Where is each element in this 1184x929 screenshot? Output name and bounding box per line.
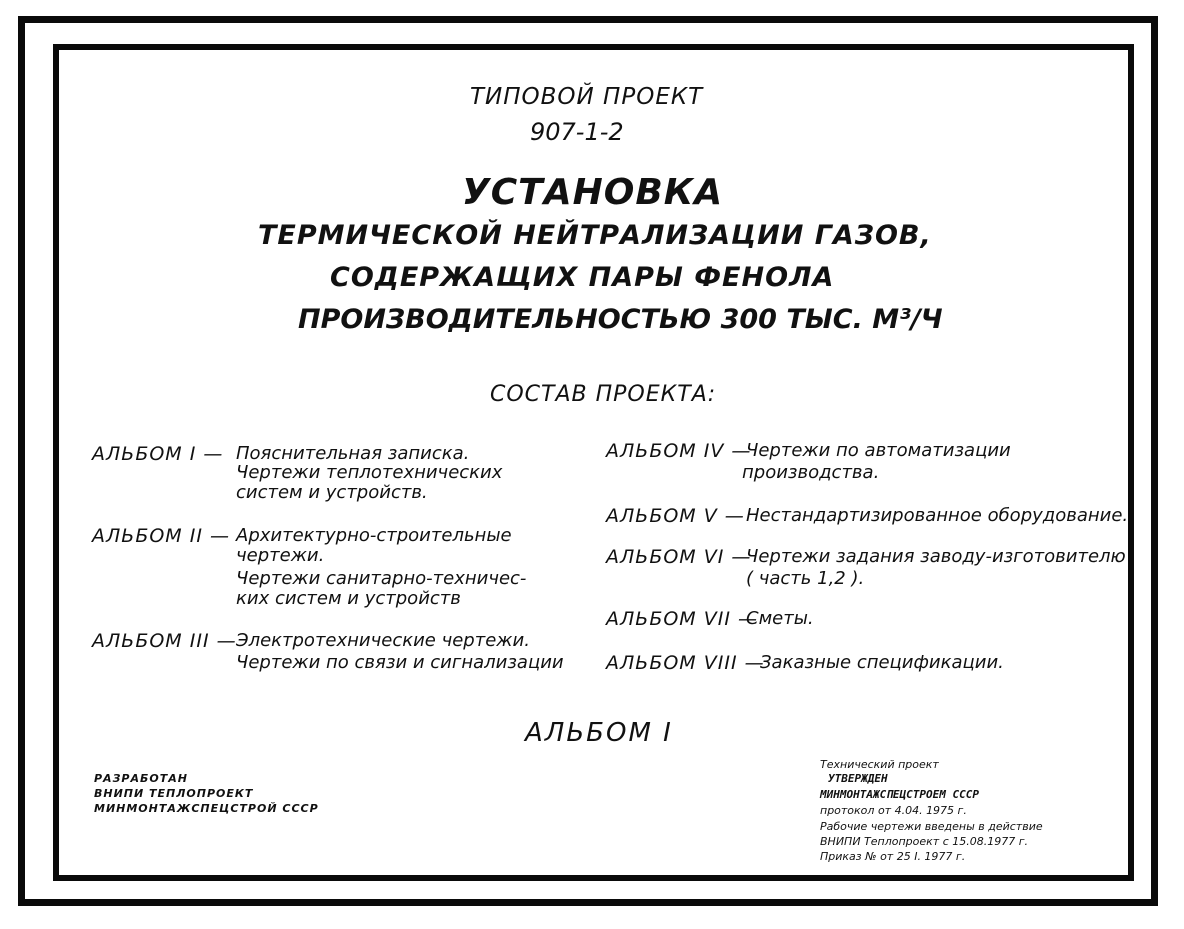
album-2-label: АЛЬБОМ II — xyxy=(92,525,230,547)
album-1-line-2: Чертежи теплотехнических xyxy=(236,462,503,483)
album-7-label: АЛЬБОМ VII — xyxy=(606,608,758,630)
project-type: ТИПОВОЙ ПРОЕКТ xyxy=(470,84,704,110)
album-3-label: АЛЬБОМ III — xyxy=(92,630,237,652)
project-number: 907-1-2 xyxy=(530,118,624,146)
subtitle-line-2: СОДЕРЖАЩИХ ПАРЫ ФЕНОЛА xyxy=(330,262,835,293)
album-4-line-2: производства. xyxy=(742,462,880,483)
album-2-line-2: чертежи. xyxy=(236,545,325,566)
album-5-line-1: Нестандартизированное оборудование. xyxy=(746,505,1129,526)
album-1-line-1: Пояснительная записка. xyxy=(236,443,470,464)
developer-line-2: ВНИПИ ТЕПЛОПРОЕКТ xyxy=(94,787,254,800)
developer-line-3: МИНМОНТАЖСПЕЦСТРОЙ СССР xyxy=(94,802,319,815)
approval-line-7: Приказ № от 25 I. 1977 г. xyxy=(820,850,966,863)
album-1-label: АЛЬБОМ I — xyxy=(92,443,224,465)
page-title: УСТАНОВКА xyxy=(462,172,724,213)
album-3-line-2: Чертежи по связи и сигнализации xyxy=(236,652,564,673)
album-6-label: АЛЬБОМ VI — xyxy=(606,546,752,568)
approval-line-3: МИНМОНТАЖСПЕЦСТРОЕМ СССР xyxy=(820,788,979,801)
album-4-label: АЛЬБОМ IV — xyxy=(606,440,752,462)
album-2-line-3: Чертежи санитарно-техничес- xyxy=(236,568,527,589)
subtitle-line-1: ТЕРМИЧЕСКОЙ НЕЙТРАЛИЗАЦИИ ГАЗОВ, xyxy=(258,220,932,251)
album-5-label: АЛЬБОМ V — xyxy=(606,505,745,527)
approval-line-2: УТВЕРЖДЕН xyxy=(828,772,888,785)
approval-line-4: протокол от 4.04. 1975 г. xyxy=(820,804,967,817)
album-2-line-1: Архитектурно-строительные xyxy=(236,525,512,546)
album-2-line-4: ких систем и устройств xyxy=(236,588,461,609)
album-6-line-1: Чертежи задания заводу-изготовителю xyxy=(746,546,1126,567)
approval-line-5: Рабочие чертежи введены в действие xyxy=(820,820,1043,833)
album-7-line-1: Сметы. xyxy=(746,608,814,629)
current-album: АЛЬБОМ I xyxy=(525,718,673,748)
album-1-line-3: систем и устройств. xyxy=(236,482,428,503)
album-6-line-2: ( часть 1,2 ). xyxy=(746,568,865,589)
album-4-line-1: Чертежи по автоматизации xyxy=(746,440,1011,461)
subtitle-line-3: ПРОИЗВОДИТЕЛЬНОСТЬЮ 300 ТЫС. М³/Ч xyxy=(298,304,943,335)
developer-line-1: РАЗРАБОТАН xyxy=(94,772,188,785)
approval-line-6: ВНИПИ Теплопроект с 15.08.1977 г. xyxy=(820,835,1029,848)
composition-heading: СОСТАВ ПРОЕКТА: xyxy=(490,382,717,407)
album-3-line-1: Электротехнические чертежи. xyxy=(236,630,530,651)
album-8-line-1: Заказные спецификации. xyxy=(760,652,1004,673)
album-8-label: АЛЬБОМ VIII — xyxy=(606,652,765,674)
approval-line-1: Технический проект xyxy=(820,758,939,771)
